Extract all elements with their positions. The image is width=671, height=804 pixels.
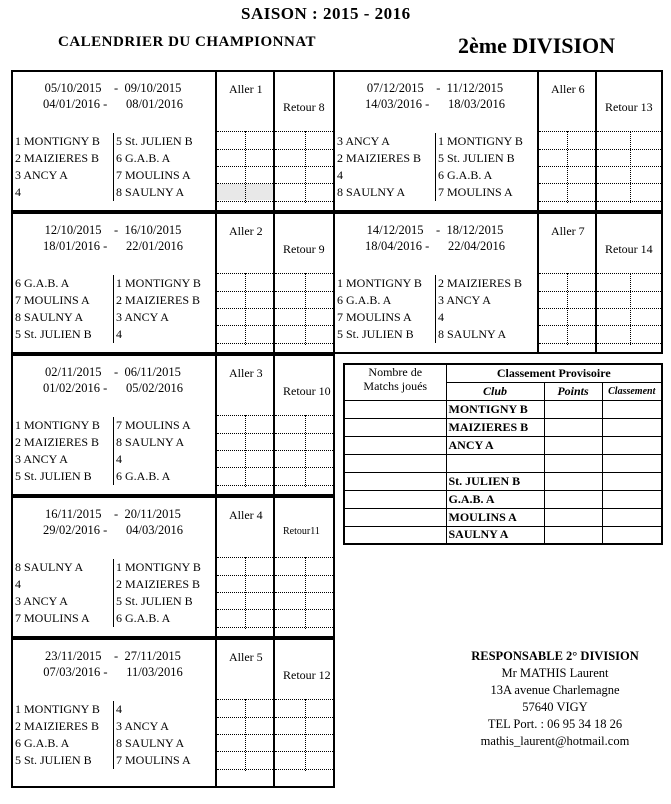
aller-label: Aller 2 [229, 224, 263, 238]
standings-cell [344, 526, 446, 544]
standings-row [344, 400, 662, 418]
aller-column [537, 72, 595, 210]
home-team: 6 G.A.B. A [15, 736, 70, 750]
retour-dates: 14/03/2016 - 18/03/2016 [365, 97, 505, 111]
retour-column [273, 498, 335, 636]
standings-cell [344, 400, 446, 418]
calendar-title: CALENDRIER DU CHAMPIONNAT [58, 34, 317, 50]
home-team: 3 ANCY A [15, 452, 68, 466]
aller-label: Aller 7 [551, 224, 585, 238]
standings-cell [344, 472, 446, 490]
match-list [335, 133, 535, 201]
match-row [335, 292, 535, 309]
points-column-header: Points [544, 382, 602, 400]
score-divider [305, 131, 306, 203]
score-grid[interactable] [275, 131, 335, 203]
away-team: 4 [113, 451, 213, 468]
home-team: 6 G.A.B. A [15, 276, 70, 290]
match-row [13, 752, 213, 769]
match-row [13, 133, 213, 150]
standings-cell [544, 400, 602, 418]
retour-label: Retour 13 [605, 100, 653, 114]
match-row [13, 167, 213, 184]
home-team: 4 [337, 168, 343, 182]
home-team: 2 MAIZIERES B [337, 151, 421, 165]
contact-email[interactable]: mathis_laurent@hotmail.com [480, 734, 630, 748]
standings-cell [602, 436, 662, 454]
home-team: 8 SAULNY A [15, 560, 84, 574]
round-block [11, 496, 335, 638]
club-name: St. JULIEN B [446, 472, 544, 490]
retour-label: Retour 14 [605, 242, 653, 256]
away-team: 7 MOULINS A [113, 167, 213, 184]
home-team: 1 MONTIGNY B [15, 418, 100, 432]
home-team: 3 ANCY A [337, 134, 390, 148]
standings-cell [344, 454, 446, 472]
score-divider [245, 415, 246, 487]
standings-cell [602, 526, 662, 544]
round-dates [13, 222, 213, 254]
score-grid[interactable] [217, 415, 273, 487]
score-divider [305, 699, 306, 771]
home-team: 2 MAIZIERES B [15, 435, 99, 449]
contact-address: 13A avenue Charlemagne [490, 683, 620, 697]
retour-label: Retour 8 [283, 100, 325, 114]
match-row [335, 275, 535, 292]
standings-title: Classement Provisoire [446, 364, 662, 382]
match-row [13, 434, 213, 451]
standings-row [344, 418, 662, 436]
away-team: 4 [435, 309, 535, 326]
contact-phone: TEL Port. : 06 95 34 18 26 [487, 717, 623, 731]
round-block [11, 638, 335, 788]
home-team: 3 ANCY A [15, 594, 68, 608]
round-block [333, 212, 663, 354]
retour-column [595, 72, 663, 210]
retour-column [273, 72, 335, 210]
standings-row [344, 454, 662, 472]
away-team: 2 MAIZIERES B [113, 576, 213, 593]
home-team: 6 G.A.B. A [337, 293, 392, 307]
home-team: 1 MONTIGNY B [15, 134, 100, 148]
standings-cell [344, 508, 446, 526]
aller-dates: 14/12/2015 - 18/12/2015 [366, 223, 504, 237]
match-row [13, 417, 213, 434]
match-row [335, 326, 535, 343]
away-team: 4 [113, 701, 213, 718]
home-team: 4 [15, 577, 21, 591]
club-name [446, 454, 544, 472]
standings-row [344, 490, 662, 508]
home-team: 5 St. JULIEN B [15, 327, 92, 341]
standings-cell [602, 454, 662, 472]
club-name: MAIZIERES B [446, 418, 544, 436]
division-title: 2ème DIVISION [458, 33, 616, 58]
match-row [13, 275, 213, 292]
rank-column-header: Classement [602, 382, 662, 400]
away-team: 8 SAULNY A [113, 434, 213, 451]
retour-dates: 07/03/2016 - 11/03/2016 [43, 665, 183, 679]
match-row [13, 468, 213, 485]
away-team: 1 MONTIGNY B [113, 559, 213, 576]
match-row [335, 309, 535, 326]
away-team: 7 MOULINS A [113, 417, 213, 434]
away-team: 6 G.A.B. A [113, 610, 213, 627]
contact-title: RESPONSABLE 2° DIVISION [471, 649, 639, 663]
aller-label: Aller 6 [551, 82, 585, 96]
round-dates [335, 80, 535, 112]
match-list [13, 701, 213, 769]
aller-column [215, 498, 273, 636]
away-team: 5 St. JULIEN B [435, 150, 535, 167]
aller-label: Aller 1 [229, 82, 263, 96]
match-row [13, 451, 213, 468]
standings-cell [344, 418, 446, 436]
standings-cell [602, 472, 662, 490]
away-team: 6 G.A.B. A [113, 150, 213, 167]
contact-block [445, 648, 665, 750]
score-divider [245, 131, 246, 203]
score-grid[interactable] [539, 131, 595, 203]
retour-column [273, 356, 335, 494]
match-row [335, 150, 535, 167]
home-team: 7 MOULINS A [337, 310, 412, 324]
standings-cell [602, 508, 662, 526]
retour-dates: 01/02/2016 - 05/02/2016 [43, 381, 183, 395]
aller-dates: 16/11/2015 - 20/11/2015 [45, 507, 181, 521]
match-list [13, 417, 213, 485]
retour-dates: 04/01/2016 - 08/01/2016 [43, 97, 183, 111]
retour-label: Retour 12 [283, 668, 331, 682]
score-divider [305, 557, 306, 629]
club-column-header: Club [446, 382, 544, 400]
standings-row [344, 472, 662, 490]
away-team: 5 St. JULIEN B [113, 593, 213, 610]
score-grid[interactable] [539, 273, 595, 345]
away-team: 3 ANCY A [113, 309, 213, 326]
retour-dates: 18/01/2016 - 22/01/2016 [43, 239, 183, 253]
match-row [13, 309, 213, 326]
match-row [13, 292, 213, 309]
retour-label: Retour11 [283, 526, 320, 537]
round-dates [13, 80, 213, 112]
home-team: 7 MOULINS A [15, 611, 90, 625]
match-list [13, 559, 213, 627]
standings-cell [544, 508, 602, 526]
home-team: 3 ANCY A [15, 168, 68, 182]
standings-row [344, 508, 662, 526]
retour-column [273, 640, 335, 786]
round-dates [13, 364, 213, 396]
score-grid[interactable] [217, 131, 273, 203]
contact-city: 57640 VIGY [522, 700, 588, 714]
home-team: 7 MOULINS A [15, 293, 90, 307]
score-divider [567, 273, 568, 345]
standings-cell [544, 454, 602, 472]
match-row [13, 610, 213, 627]
home-team: 2 MAIZIERES B [15, 151, 99, 165]
standings-cell [544, 490, 602, 508]
aller-column [215, 640, 273, 786]
match-row [13, 718, 213, 735]
match-row [335, 167, 535, 184]
retour-column [595, 214, 663, 352]
retour-label: Retour 10 [283, 384, 331, 398]
aller-dates: 12/10/2015 - 16/10/2015 [44, 223, 182, 237]
round-block [11, 354, 335, 496]
home-team: 4 [15, 185, 21, 199]
score-grid[interactable] [597, 131, 663, 203]
match-row [13, 150, 213, 167]
club-name: MONTIGNY B [446, 400, 544, 418]
round-block [11, 70, 335, 212]
standings-row [344, 436, 662, 454]
score-grid[interactable] [217, 699, 273, 771]
match-row [335, 184, 535, 201]
match-row [13, 184, 213, 201]
retour-dates: 18/04/2016 - 22/04/2016 [365, 239, 505, 253]
match-row [13, 326, 213, 343]
aller-column [215, 356, 273, 494]
match-list [335, 275, 535, 343]
club-name: MOULINS A [446, 508, 544, 526]
away-team: 2 MAIZIERES B [435, 275, 535, 292]
away-team: 4 [113, 326, 213, 343]
match-row [13, 593, 213, 610]
match-row [13, 701, 213, 718]
away-team: 2 MAIZIERES B [113, 292, 213, 309]
retour-column [273, 214, 335, 352]
away-team: 8 SAULNY A [113, 184, 213, 201]
aller-dates: 07/12/2015 - 11/12/2015 [366, 81, 504, 95]
score-divider [567, 131, 568, 203]
aller-column [215, 214, 273, 352]
standings-table [343, 363, 663, 545]
standings-cell [344, 436, 446, 454]
club-name: ANCY A [446, 436, 544, 454]
score-grid[interactable] [275, 415, 335, 487]
round-block [333, 70, 663, 212]
away-team: 1 MONTIGNY B [113, 275, 213, 292]
club-name: G.A.B. A [446, 490, 544, 508]
match-row [13, 735, 213, 752]
standings-cell [602, 490, 662, 508]
round-dates [13, 648, 213, 680]
match-list [13, 133, 213, 201]
score-grid[interactable] [275, 273, 335, 345]
score-grid[interactable] [217, 557, 273, 629]
round-block [11, 212, 335, 354]
away-team: 6 G.A.B. A [435, 167, 535, 184]
standings-cell [344, 490, 446, 508]
score-grid[interactable] [217, 273, 273, 345]
home-team: 2 MAIZIERES B [15, 719, 99, 733]
score-divider [305, 273, 306, 345]
aller-dates: 23/11/2015 - 27/11/2015 [45, 649, 181, 663]
aller-label: Aller 5 [229, 650, 263, 664]
standings-cell [544, 418, 602, 436]
score-divider [245, 557, 246, 629]
score-divider [630, 273, 631, 345]
club-name: SAULNY A [446, 526, 544, 544]
contact-name: Mr MATHIS Laurent [501, 666, 609, 680]
score-divider [305, 415, 306, 487]
score-divider [245, 699, 246, 771]
aller-dates: 02/11/2015 - 06/11/2015 [45, 365, 181, 379]
aller-label: Aller 4 [229, 508, 263, 522]
home-team: 1 MONTIGNY B [15, 702, 100, 716]
retour-dates: 29/02/2016 - 04/03/2016 [43, 523, 183, 537]
standings-cell [544, 472, 602, 490]
match-list [13, 275, 213, 343]
aller-column [537, 214, 595, 352]
away-team: 3 ANCY A [113, 718, 213, 735]
away-team: 3 ANCY A [435, 292, 535, 309]
away-team: 6 G.A.B. A [113, 468, 213, 485]
standings-cell [602, 418, 662, 436]
aller-label: Aller 3 [229, 366, 263, 380]
away-team: 7 MOULINS A [435, 184, 535, 201]
match-row [13, 559, 213, 576]
score-grid[interactable] [597, 273, 663, 345]
home-team: 8 SAULNY A [337, 185, 406, 199]
score-divider [630, 131, 631, 203]
aller-dates: 05/10/2015 - 09/10/2015 [44, 81, 182, 95]
home-team: 5 St. JULIEN B [15, 753, 92, 767]
score-grid[interactable] [275, 699, 335, 771]
home-team: 1 MONTIGNY B [337, 276, 422, 290]
standings-cell [544, 526, 602, 544]
score-divider [245, 273, 246, 345]
away-team: 8 SAULNY A [435, 326, 535, 343]
home-team: 5 St. JULIEN B [337, 327, 414, 341]
away-team: 1 MONTIGNY B [435, 133, 535, 150]
standings-cell [602, 400, 662, 418]
away-team: 8 SAULNY A [113, 735, 213, 752]
standings-row [344, 526, 662, 544]
home-team: 8 SAULNY A [15, 310, 84, 324]
home-team: 5 St. JULIEN B [15, 469, 92, 483]
score-grid[interactable] [275, 557, 335, 629]
away-team: 7 MOULINS A [113, 752, 213, 769]
retour-label: Retour 9 [283, 242, 325, 256]
aller-column [215, 72, 273, 210]
standings-cell [544, 436, 602, 454]
matches-played-header: Nombre de Matchs joués [344, 364, 446, 400]
away-team: 5 St. JULIEN B [113, 133, 213, 150]
round-dates [13, 506, 213, 538]
season-title: SAISON : 2015 - 2016 [241, 4, 411, 23]
match-row [335, 133, 535, 150]
round-dates [335, 222, 535, 254]
match-row [13, 576, 213, 593]
